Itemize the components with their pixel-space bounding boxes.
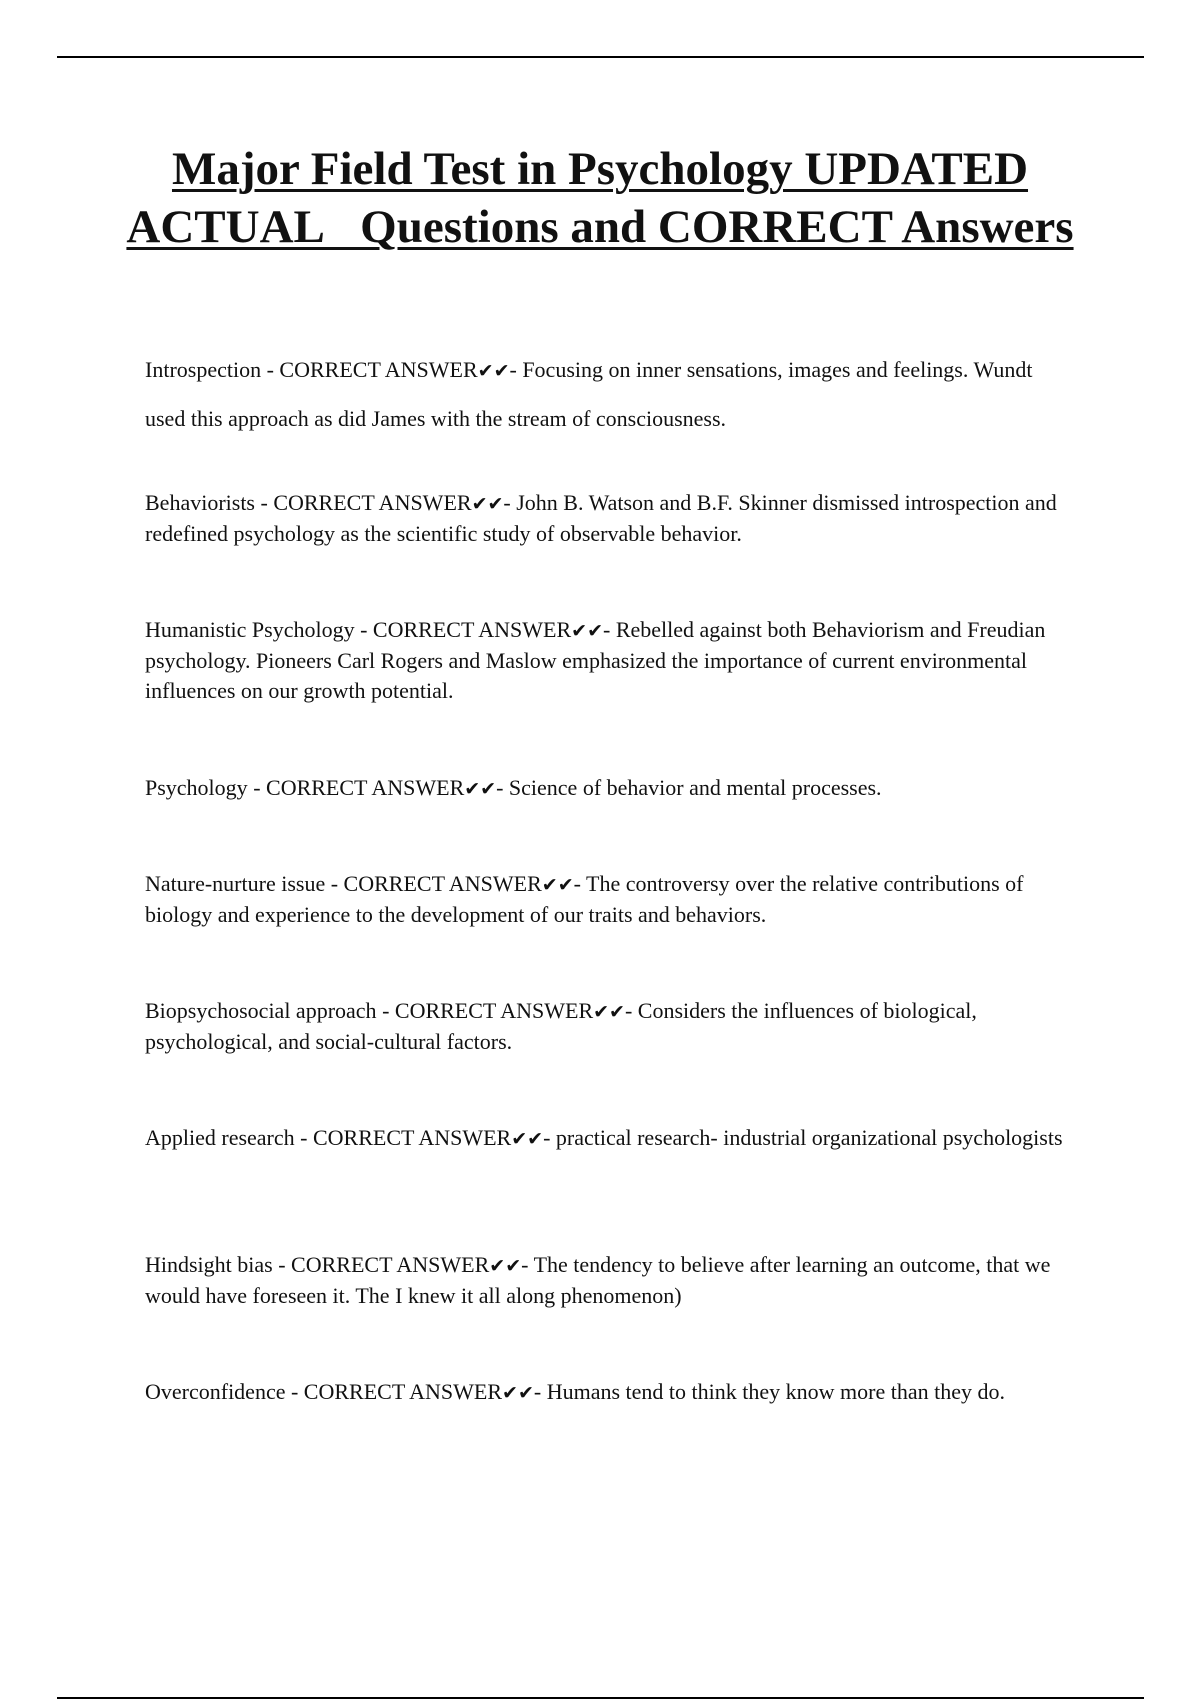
qa-entry xyxy=(145,773,1065,804)
check-icon: ✔✔ xyxy=(464,778,497,800)
entry-separator: - CORRECT ANSWER xyxy=(285,1379,503,1404)
entry-term: Humanistic Psychology xyxy=(145,617,355,642)
check-icon: ✔✔ xyxy=(471,493,504,515)
entry-separator: - CORRECT ANSWER xyxy=(354,617,572,642)
entry-answer: - The tendency to believe after learning an outcome, that we would have foreseen it. The I knew it all along phenomenon) xyxy=(145,1252,1051,1308)
entry-term: Overconfidence xyxy=(145,1379,286,1404)
entry-separator: - CORRECT ANSWER xyxy=(376,998,594,1023)
entry-term: Hindsight bias xyxy=(145,1252,273,1277)
check-icon: ✔✔ xyxy=(502,1382,534,1404)
qa-entry xyxy=(145,1377,1065,1408)
document-title: Major Field Test in Psychology UPDATED ACTUAL Questions and CORRECT Answers xyxy=(126,143,1074,253)
check-icon: ✔✔ xyxy=(571,620,604,642)
entry-answer: - practical research- industrial organizational psychologists xyxy=(543,1125,1063,1150)
entry-separator: - CORRECT ANSWER xyxy=(272,1252,490,1277)
qa-entry xyxy=(145,615,1065,706)
top-rule xyxy=(57,56,1144,58)
qa-entry xyxy=(145,346,1065,442)
entry-term: Introspection xyxy=(145,357,262,382)
entry-term: Behaviorists xyxy=(145,490,255,515)
check-icon: ✔✔ xyxy=(511,1128,544,1150)
entry-answer: - Rebelled against both Behaviorism and Freudian psychology. Pioneers Carl Rogers and Maslow emphasized the importance of current environmental influences on our growth potential. xyxy=(145,617,1046,703)
entry-answer: - Humans tend to think they know more than they do. xyxy=(533,1379,1005,1404)
check-icon: ✔✔ xyxy=(477,360,510,382)
entry-term: Psychology xyxy=(145,775,248,800)
entry-separator: - CORRECT ANSWER xyxy=(261,357,478,382)
qa-entry xyxy=(145,869,1065,930)
check-icon: ✔✔ xyxy=(489,1255,522,1277)
entry-term: Biopsychosocial approach xyxy=(145,998,377,1023)
qa-entry xyxy=(145,488,1065,549)
qa-entry xyxy=(145,996,1065,1057)
entry-answer: - The controversy over the relative contributions of biology and experience to the development of our traits and behaviors. xyxy=(145,871,1024,927)
entry-term: Nature-nurture issue xyxy=(145,871,326,896)
bottom-rule xyxy=(57,1697,1144,1699)
entry-separator: - CORRECT ANSWER xyxy=(325,871,542,896)
qa-entry xyxy=(145,1123,1065,1154)
qa-entry xyxy=(145,1250,1065,1311)
entry-answer: - John B. Watson and B.F. Skinner dismissed introspection and redefined psychology as the scientific study of observable behavior. xyxy=(145,490,1057,546)
entry-answer: - Focusing on inner sensations, images and feelings. Wundt used this approach as did James with the stream of consciousness. xyxy=(145,357,1033,431)
entry-separator: - CORRECT ANSWER xyxy=(247,775,465,800)
check-icon: ✔✔ xyxy=(593,1001,625,1023)
entry-answer: - Science of behavior and mental processes. xyxy=(496,775,882,800)
entry-separator: - CORRECT ANSWER xyxy=(294,1125,512,1150)
entry-separator: - CORRECT ANSWER xyxy=(255,490,472,515)
entry-term: Applied research xyxy=(145,1125,295,1150)
entry-answer: - Considers the influences of biological, psychological, and social-cultural factors. xyxy=(145,998,977,1054)
check-icon: ✔✔ xyxy=(541,874,574,896)
